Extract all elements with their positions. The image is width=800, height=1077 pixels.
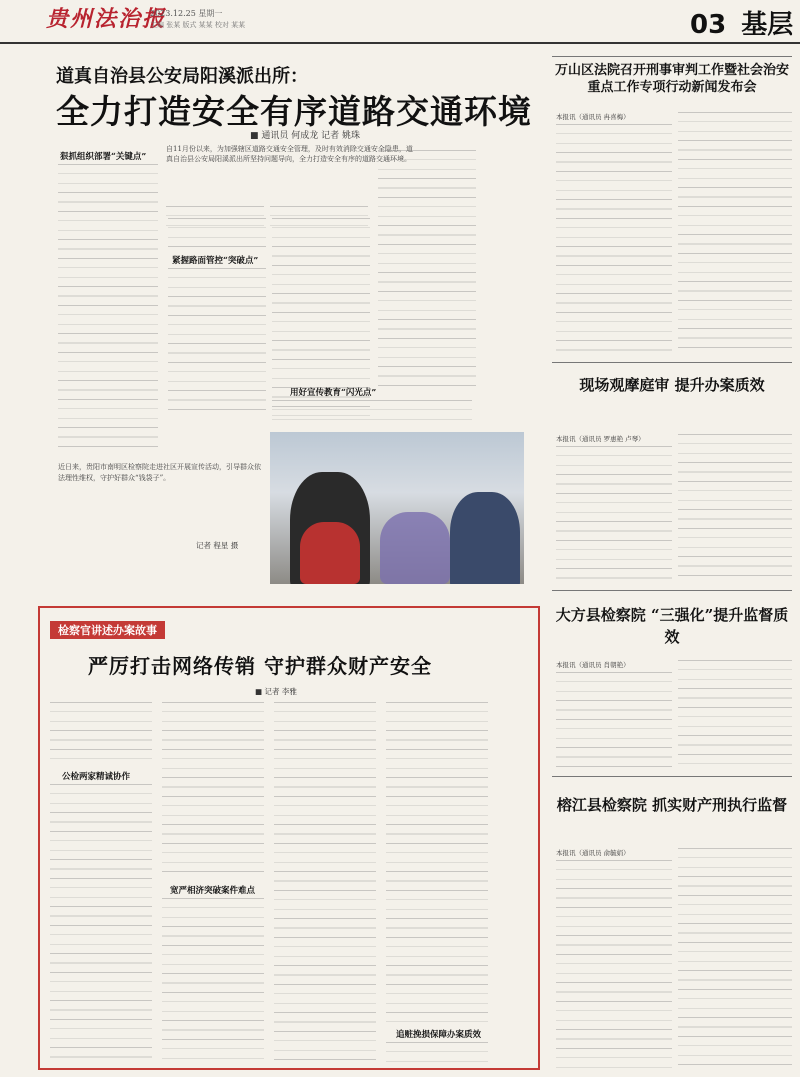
newspaper-logo: 贵州法治报 (46, 6, 167, 32)
boxed-subhead-1: 公检两家精诚协作 (62, 772, 131, 782)
photo-figure-vest (300, 522, 360, 584)
photo-poster (380, 512, 450, 584)
photo-figure-resident (450, 492, 520, 584)
body-text-column (678, 434, 792, 582)
body-text-column (556, 446, 672, 582)
body-text-column (556, 672, 672, 768)
body-text-column (678, 660, 792, 768)
body-text-column (274, 702, 376, 1064)
divider (552, 362, 792, 363)
page-section (690, 4, 793, 41)
body-text-column (556, 860, 672, 1070)
lead-subhead-3: 用好宣传教育“闪光点” (290, 388, 377, 398)
story3-title: 大方县检察院 “三强化”提升监督质效 (555, 606, 789, 646)
section-name: 基层 (741, 10, 794, 40)
boxed-subhead-2: 宽严相济突破案件难点 (170, 886, 256, 896)
photo-caption: 近日来，贵阳市南明区检察院走进社区开展宣传活动，引导群众依法理性维权，守护好群众“钱袋子”。 (58, 463, 261, 482)
body-text-column (168, 218, 266, 248)
lead-title: 全力打造安全有序道路交通环境 (56, 92, 532, 131)
body-text-column (162, 898, 264, 1064)
page-number: 03 (690, 10, 727, 40)
body-text-column (162, 702, 264, 880)
boxed-subhead-3: 追赃挽损保障办案质效 (396, 1030, 482, 1040)
story4-byline: 本报讯（通讯员 俞毓娟） (556, 849, 630, 857)
story1-byline: 本报讯（通讯员 冉喜梅） (556, 113, 630, 121)
boxed-article-tag: 检察官讲述办案故事 (50, 621, 165, 639)
divider (552, 56, 792, 57)
body-text-column (58, 164, 158, 448)
boxed-article-byline: ■ 记者 李雅 (255, 687, 297, 696)
body-text-column (50, 702, 152, 764)
story2-title: 现场观摩庭审 提升办案质效 (579, 376, 765, 394)
news-photo (270, 432, 524, 584)
body-text-column (378, 150, 476, 390)
body-text-column (386, 702, 488, 1022)
body-text-column (50, 784, 152, 1064)
divider (552, 776, 792, 777)
divider (552, 590, 792, 591)
header-rule (0, 42, 800, 44)
body-text-column (272, 400, 472, 422)
story1-title: 万山区法院召开刑事审判工作暨社会治安重点工作专项行动新闻发布会 (554, 63, 789, 95)
lead-intro: 自11月份以来，为加强辖区道路交通安全管理，及时有效消除交通安全隐患，道真自治县公安局阳溪派出所坚持问题导向，全力打造安全有序的道路交通环境。 (166, 145, 413, 163)
body-text-column (678, 848, 792, 1070)
editor-line: 主编 张某 版式 某某 校对 某某 (150, 21, 246, 29)
lead-subhead-1: 狠抓组织部署“关键点” (60, 152, 147, 162)
boxed-article-title: 严厉打击网络传销 守护群众财产安全 (88, 654, 432, 678)
body-text-column (556, 124, 672, 354)
body-text-column (168, 268, 266, 418)
lead-kicker: 道真自治县公安局阳溪派出所： (56, 66, 308, 87)
lead-byline: ■ 通讯员 何成龙 记者 姚珠 (250, 131, 360, 141)
story4-title: 榕江县检察院 抓实财产刑执行监督 (556, 796, 788, 814)
lead-subhead-2: 紧握路面管控“突破点” (172, 256, 259, 266)
body-text-column (678, 112, 792, 354)
publication-date: 2023.12.25 星期一 (150, 9, 223, 18)
story3-byline: 本报讯（通讯员 肖朝艳） (556, 661, 630, 669)
body-text-column (386, 1042, 488, 1064)
photo-credit: 记者 程星 摄 (196, 541, 239, 550)
story2-byline: 本报讯（通讯员 罗惠艳 卢琴） (556, 435, 645, 443)
